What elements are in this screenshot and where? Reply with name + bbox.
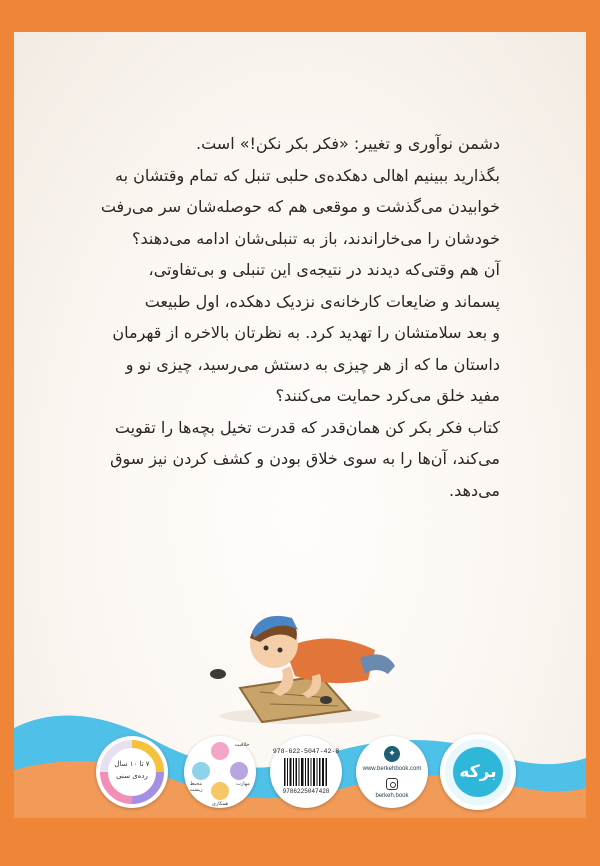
instagram-icon [386,778,398,790]
skill-label: همکاری [211,801,229,807]
skill-label: محیط زیست [189,781,203,793]
blurb-line: و بعد سلامتشان را تهدید کرد. به نظرتان بالاخره از قهرمان [112,323,500,342]
publisher-contact-badge [356,736,428,808]
left-border [0,0,14,866]
blurb-line: خوابیدن می‌گذشت و موقعی هم که حوصله‌شان سر می‌رفت [100,197,500,216]
publisher-logo-badge [440,734,516,810]
website-icon: ✦ [384,746,400,762]
back-cover-blurb [50,128,500,506]
blurb-line: داستان ما که از هر چیزی به دستش می‌رسید، چیزی نو و [125,354,500,374]
isbn-text: 978-622-5047-42-8 [272,748,340,755]
age-range: ۷ تا ۱۰ سال [114,760,150,768]
skill-icon-skill [230,762,248,780]
blurb-line: دشمن نوآوری و تغییر: «فکر بکر نکن!» است. [195,134,500,153]
blurb-line: مفید خلق می‌کرد حمایت می‌کنند؟ [275,386,500,405]
skill-label: مهارت [236,781,250,787]
blurb-line: خودشان را می‌خاراندند، باز به تنبلی‌شان ادامه می‌دهند؟ [131,228,500,248]
blurb-line: آن هم وقتی‌که دیدند در نتیجه‌ی این تنبلی و بی‌تفاوتی، [148,260,500,279]
skill-icon-creativity [211,742,229,760]
skill-icon-environment [192,762,210,780]
age-range-badge [96,736,168,808]
skills-badge [184,736,256,808]
barcode-badge [270,736,342,808]
barcode-digits: 9786225047428 [282,788,330,795]
publisher-logo: برکه [453,747,503,797]
website-text: www.berkehbook.com [362,766,422,772]
blurb-line: می‌دهد. [449,480,500,500]
top-border [0,0,600,32]
instagram-handle: berkeh.book [375,793,409,799]
skill-label: خلاقیت [234,742,250,748]
right-border [586,0,600,866]
bottom-border [0,818,600,866]
skill-icon-cooperation [211,782,229,800]
barcode [284,758,328,786]
blurb-line: کتاب فکر بکر کن همان‌قدر که قدرت تخیل بچه‌ها را تقویت [114,417,500,437]
blurb-line: بگذارید ببینیم اهالی دهکده‌ی حلبی تنبل که تمام وقتشان به [115,165,500,185]
blurb-line: پسماند و ضایعات کارخانه‌ی نزدیک دهکده، اول طبیعت [144,291,500,311]
age-label: رده‌ی سنی [116,772,148,780]
blurb-line: می‌کند، آن‌ها را به سوی خلاق بودن و کشف کردن نیز سوق [110,449,500,468]
